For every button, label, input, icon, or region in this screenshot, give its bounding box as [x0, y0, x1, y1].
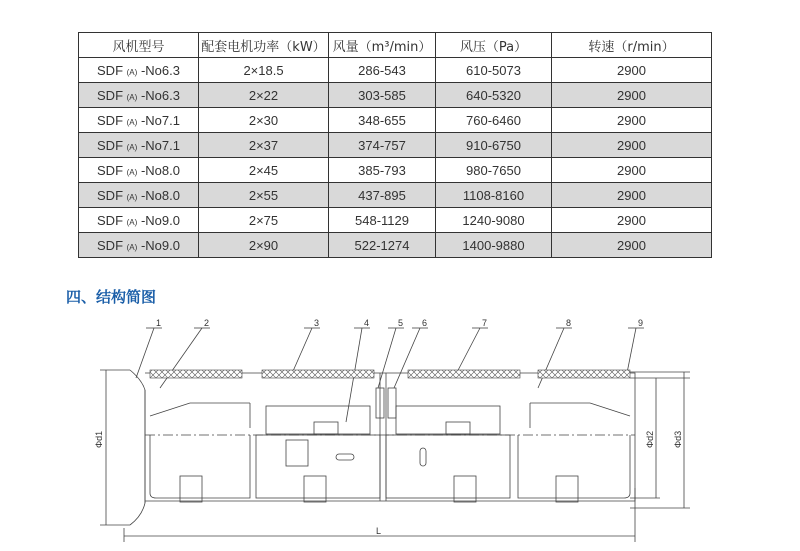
- model-variant: (A): [126, 242, 138, 252]
- cell-air-volume: 374-757: [329, 133, 436, 158]
- cell-air-volume: 437-895: [329, 183, 436, 208]
- cell-model: [79, 208, 199, 233]
- cell-air-volume: 385-793: [329, 158, 436, 183]
- cell-model: [79, 108, 199, 133]
- part-label-5: 5: [398, 318, 404, 328]
- cell-speed: 2900: [552, 83, 712, 108]
- table-row: [79, 133, 712, 158]
- model-prefix: SDF: [97, 62, 124, 78]
- header-air-volume: 风量（m³/min）: [329, 33, 436, 58]
- cell-speed: 2900: [552, 133, 712, 158]
- cell-model: [79, 158, 199, 183]
- model-variant: (A): [126, 67, 138, 77]
- cell-power: 2×37: [199, 133, 329, 158]
- dim-label-length: L: [376, 526, 382, 536]
- dim-label-d2: Φd2: [645, 430, 655, 448]
- cell-power: 2×45: [199, 158, 329, 183]
- header-speed: 转速（r/min）: [552, 33, 712, 58]
- table-row: [79, 83, 712, 108]
- model-number: -No9.0: [140, 237, 180, 253]
- cell-speed: 2900: [552, 108, 712, 133]
- model-prefix: SDF: [97, 162, 124, 178]
- header-power: 配套电机功率（kW）: [199, 33, 329, 58]
- cell-power: 2×55: [199, 183, 329, 208]
- part-label-3: 3: [314, 318, 320, 328]
- cell-model: [79, 83, 199, 108]
- cell-pressure: 1108-8160: [436, 183, 552, 208]
- cell-power: 2×90: [199, 233, 329, 258]
- part-label-7: 7: [482, 318, 488, 328]
- cell-pressure: 1240-9080: [436, 208, 552, 233]
- cell-model: [79, 58, 199, 83]
- model-number: -No8.0: [140, 187, 180, 203]
- model-number: -No9.0: [140, 212, 180, 228]
- model-variant: (A): [126, 142, 138, 152]
- dim-label-d3: Φd3: [673, 430, 683, 448]
- cell-speed: 2900: [552, 208, 712, 233]
- model-variant: (A): [126, 92, 138, 102]
- model-prefix: SDF: [97, 137, 124, 153]
- part-label-9: 9: [638, 318, 644, 328]
- model-number: -No6.3: [140, 62, 180, 78]
- cell-power: 2×75: [199, 208, 329, 233]
- part-label-4: 4: [364, 318, 370, 328]
- table-row: [79, 233, 712, 258]
- cell-pressure: 760-6460: [436, 108, 552, 133]
- cell-pressure: 910-6750: [436, 133, 552, 158]
- cell-pressure: 640-5320: [436, 83, 552, 108]
- header-pressure: 风压（Pa）: [436, 33, 552, 58]
- cell-model: [79, 133, 199, 158]
- table-header-row: [79, 33, 712, 58]
- cell-speed: 2900: [552, 233, 712, 258]
- cell-speed: 2900: [552, 58, 712, 83]
- cell-air-volume: 286-543: [329, 58, 436, 83]
- cell-air-volume: 348-655: [329, 108, 436, 133]
- cell-air-volume: 303-585: [329, 83, 436, 108]
- cell-model: [79, 183, 199, 208]
- cell-pressure: 980-7650: [436, 158, 552, 183]
- cell-speed: 2900: [552, 158, 712, 183]
- model-variant: (A): [126, 217, 138, 227]
- cell-air-volume: 548-1129: [329, 208, 436, 233]
- model-prefix: SDF: [97, 87, 124, 103]
- model-prefix: SDF: [97, 187, 124, 203]
- structure-diagram: [90, 318, 710, 544]
- model-prefix: SDF: [97, 212, 124, 228]
- part-label-8: 8: [566, 318, 572, 328]
- cell-air-volume: 522-1274: [329, 233, 436, 258]
- model-variant: (A): [126, 117, 138, 127]
- model-number: -No7.1: [140, 112, 180, 128]
- table-row: [79, 183, 712, 208]
- model-number: -No6.3: [140, 87, 180, 103]
- section-title: 四、结构简图: [66, 288, 157, 306]
- header-model: 风机型号: [79, 33, 199, 58]
- table-row: [79, 108, 712, 133]
- cell-pressure: 1400-9880: [436, 233, 552, 258]
- cell-pressure: 610-5073: [436, 58, 552, 83]
- dim-label-d1: Φd1: [94, 430, 104, 448]
- table-row: [79, 58, 712, 83]
- cell-power: 2×18.5: [199, 58, 329, 83]
- model-variant: (A): [126, 167, 138, 177]
- table-row: [79, 158, 712, 183]
- model-number: -No7.1: [140, 137, 180, 153]
- model-prefix: SDF: [97, 112, 124, 128]
- cell-speed: 2900: [552, 183, 712, 208]
- model-variant: (A): [126, 192, 138, 202]
- cell-power: 2×22: [199, 83, 329, 108]
- spec-table: [78, 32, 712, 258]
- model-number: -No8.0: [140, 162, 180, 178]
- cell-model: [79, 233, 199, 258]
- cell-power: 2×30: [199, 108, 329, 133]
- table-row: [79, 208, 712, 233]
- model-prefix: SDF: [97, 237, 124, 253]
- table-body: [79, 58, 712, 258]
- part-label-6: 6: [422, 318, 428, 328]
- part-label-1: 1: [156, 318, 162, 328]
- part-label-2: 2: [204, 318, 210, 328]
